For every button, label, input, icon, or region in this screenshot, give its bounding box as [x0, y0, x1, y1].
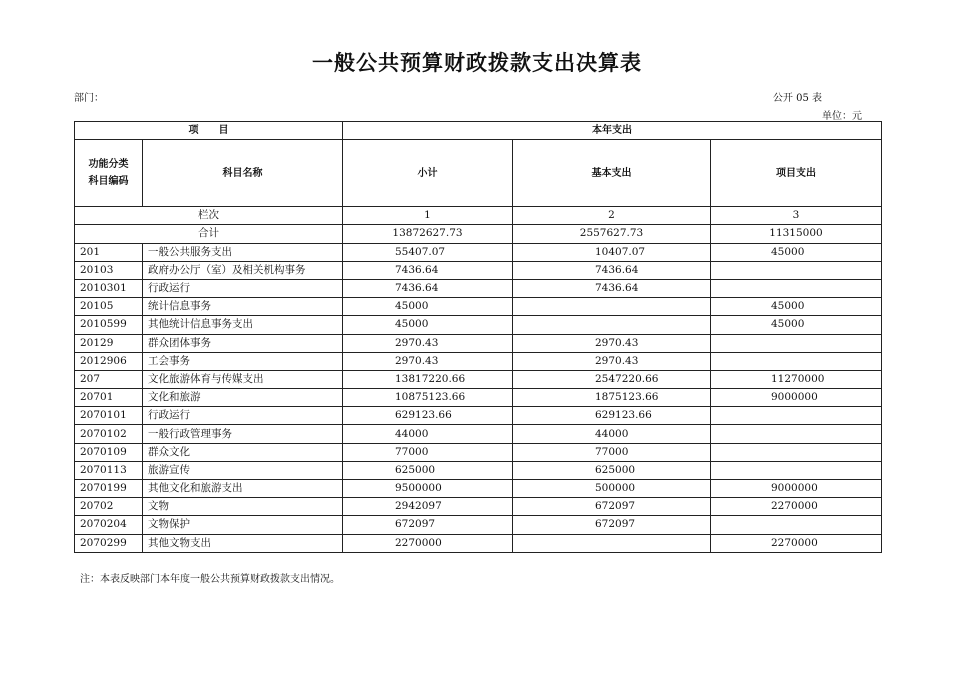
- cell-name: 行政运行: [143, 279, 343, 297]
- cell-subtotal: 629123.66: [343, 407, 513, 425]
- cell-project: [711, 461, 882, 479]
- cell-code: 2010301: [75, 279, 143, 297]
- cell-project: 11270000: [711, 370, 882, 388]
- cell-project: 45000: [711, 316, 882, 334]
- total-subtotal: 13872627.73: [343, 225, 513, 243]
- table-row: [75, 516, 882, 534]
- cell-code: 2070101: [75, 407, 143, 425]
- cell-code: 2070204: [75, 516, 143, 534]
- cell-basic: 2970.43: [513, 352, 711, 370]
- expenditure-table: [74, 121, 882, 553]
- header-project: 项 目: [75, 122, 343, 140]
- cell-code: 2070299: [75, 534, 143, 552]
- cell-basic: 77000: [513, 443, 711, 461]
- cell-project: 2270000: [711, 534, 882, 552]
- cell-name: 一般公共服务支出: [143, 243, 343, 261]
- cell-basic: [513, 316, 711, 334]
- cell-name: 一般行政管理事务: [143, 425, 343, 443]
- cell-project: [711, 279, 882, 297]
- table-row: [75, 370, 882, 388]
- cell-subtotal: 45000: [343, 316, 513, 334]
- table-row: [75, 298, 882, 316]
- table-row: [75, 407, 882, 425]
- footnote: 注：本表反映部门本年度一般公共预算财政拨款支出情况。: [80, 574, 340, 585]
- table-row: [75, 279, 882, 297]
- cell-code: 20105: [75, 298, 143, 316]
- cell-project: 2270000: [711, 498, 882, 516]
- total-project: 11315000: [711, 225, 882, 243]
- index-row: [75, 207, 882, 225]
- table-row: [75, 443, 882, 461]
- cell-name: 其他文化和旅游支出: [143, 480, 343, 498]
- cell-subtotal: 2970.43: [343, 352, 513, 370]
- index-c3: 3: [711, 207, 882, 225]
- cell-subtotal: 45000: [343, 298, 513, 316]
- cell-basic: [513, 298, 711, 316]
- cell-name: 群众文化: [143, 443, 343, 461]
- cell-subtotal: 10875123.66: [343, 389, 513, 407]
- cell-basic: 629123.66: [513, 407, 711, 425]
- cell-basic: 7436.64: [513, 279, 711, 297]
- table-row: [75, 261, 882, 279]
- cell-subtotal: 2970.43: [343, 334, 513, 352]
- cell-subtotal: 77000: [343, 443, 513, 461]
- header-project-expense: 项目支出: [711, 140, 882, 207]
- cell-basic: 1875123.66: [513, 389, 711, 407]
- cell-name: 文物: [143, 498, 343, 516]
- cell-project: 45000: [711, 298, 882, 316]
- cell-basic: 672097: [513, 516, 711, 534]
- unit-label: 单位：元: [822, 111, 862, 122]
- cell-subtotal: 672097: [343, 516, 513, 534]
- index-c2: 2: [513, 207, 711, 225]
- cell-name: 其他文物支出: [143, 534, 343, 552]
- cell-basic: 7436.64: [513, 261, 711, 279]
- table-row: [75, 461, 882, 479]
- cell-project: [711, 516, 882, 534]
- index-c1: 1: [343, 207, 513, 225]
- cell-code: 20129: [75, 334, 143, 352]
- cell-name: 群众团体事务: [143, 334, 343, 352]
- department-label: 部门：: [74, 93, 104, 104]
- cell-code: 20701: [75, 389, 143, 407]
- cell-name: 文化和旅游: [143, 389, 343, 407]
- cell-name: 文物保护: [143, 516, 343, 534]
- table-row: [75, 534, 882, 552]
- cell-subtotal: 625000: [343, 461, 513, 479]
- cell-code: 2070199: [75, 480, 143, 498]
- cell-subtotal: 2942097: [343, 498, 513, 516]
- cell-name: 其他统计信息事务支出: [143, 316, 343, 334]
- cell-name: 工会事务: [143, 352, 343, 370]
- header-code-line1: 功能分类: [88, 159, 129, 171]
- header-code: [75, 140, 143, 207]
- cell-project: [711, 261, 882, 279]
- cell-name: 文化旅游体育与传媒支出: [143, 370, 343, 388]
- cell-code: 2070102: [75, 425, 143, 443]
- header-code-line2: 科目编码: [88, 176, 129, 188]
- cell-basic: 625000: [513, 461, 711, 479]
- cell-project: [711, 352, 882, 370]
- table-row: [75, 243, 882, 261]
- cell-code: 201: [75, 243, 143, 261]
- header-row-2: [75, 140, 882, 207]
- cell-subtotal: 13817220.66: [343, 370, 513, 388]
- cell-name: 行政运行: [143, 407, 343, 425]
- cell-project: [711, 443, 882, 461]
- table-row: [75, 316, 882, 334]
- cell-subtotal: 2270000: [343, 534, 513, 552]
- cell-name: 统计信息事务: [143, 298, 343, 316]
- cell-project: [711, 425, 882, 443]
- total-basic: 2557627.73: [513, 225, 711, 243]
- table-row: [75, 352, 882, 370]
- form-number: 公开 05 表: [772, 93, 822, 104]
- header-row-1: [75, 122, 882, 140]
- index-label: 栏次: [75, 207, 343, 225]
- cell-project: 9000000: [711, 389, 882, 407]
- total-label: 合计: [75, 225, 343, 243]
- header-basic: 基本支出: [513, 140, 711, 207]
- cell-project: [711, 407, 882, 425]
- total-row: [75, 225, 882, 243]
- cell-name: 旅游宣传: [143, 461, 343, 479]
- cell-subtotal: 7436.64: [343, 261, 513, 279]
- cell-code: 2010599: [75, 316, 143, 334]
- header-subject-name: 科目名称: [143, 140, 343, 207]
- cell-code: 2070109: [75, 443, 143, 461]
- cell-code: 2012906: [75, 352, 143, 370]
- table-row: [75, 480, 882, 498]
- cell-name: 政府办公厅（室）及相关机构事务: [143, 261, 343, 279]
- cell-project: 9000000: [711, 480, 882, 498]
- cell-basic: 2547220.66: [513, 370, 711, 388]
- header-subtotal: 小计: [343, 140, 513, 207]
- table-row: [75, 498, 882, 516]
- cell-code: 20103: [75, 261, 143, 279]
- cell-basic: 10407.07: [513, 243, 711, 261]
- header-current-year: 本年支出: [343, 122, 882, 140]
- cell-basic: 44000: [513, 425, 711, 443]
- cell-code: 207: [75, 370, 143, 388]
- cell-subtotal: 9500000: [343, 480, 513, 498]
- table-row: [75, 389, 882, 407]
- table-row: [75, 334, 882, 352]
- table-row: [75, 425, 882, 443]
- cell-basic: [513, 534, 711, 552]
- cell-project: [711, 334, 882, 352]
- cell-subtotal: 44000: [343, 425, 513, 443]
- cell-project: 45000: [711, 243, 882, 261]
- cell-subtotal: 7436.64: [343, 279, 513, 297]
- cell-basic: 2970.43: [513, 334, 711, 352]
- cell-basic: 500000: [513, 480, 711, 498]
- cell-code: 20702: [75, 498, 143, 516]
- cell-code: 2070113: [75, 461, 143, 479]
- cell-basic: 672097: [513, 498, 711, 516]
- page-title: 一般公共预算财政拨款支出决算表: [312, 51, 642, 75]
- cell-subtotal: 55407.07: [343, 243, 513, 261]
